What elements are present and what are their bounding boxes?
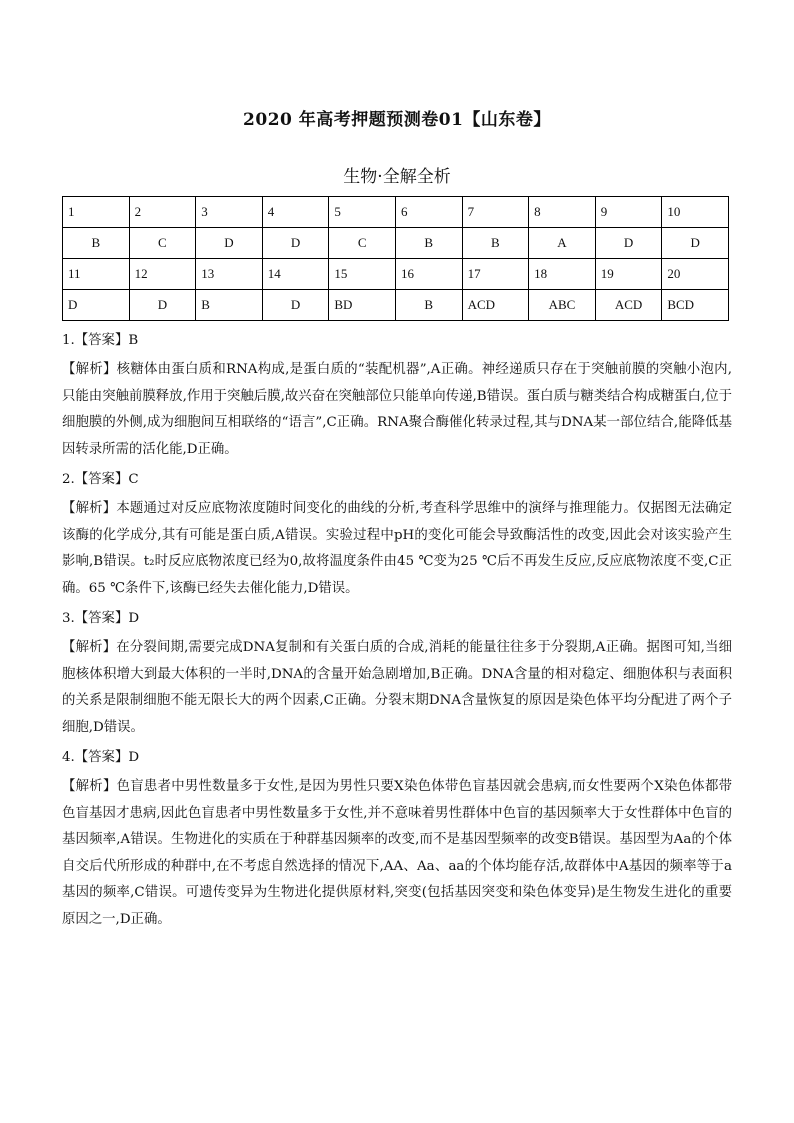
table-cell: 5 [329,197,396,228]
analysis-paragraph: 【解析】核糖体由蛋白质和RNA构成,是蛋白质的“装配机器”,A正确。神经递质只存在于突触前膜的突触小泡内,只能由突触前膜释放,作用于突触后膜,故兴奋在突触部位只能单向传递,B错误。蛋白质与糖类结合构成糖蛋白,位于细胞膜的外侧,成为细胞间互相联络的“语言”,C正确。RNA聚合酶催化转录过程,其与DNA某一部位结合,能降低基因转录所需的活化能,D正确。 [62,362,732,457]
table-cell: B [63,228,130,259]
table-cell: B [196,290,263,321]
table-cell: D [196,228,263,259]
answer-line: 1.【答案】B [62,333,139,348]
answer-table-row [63,197,729,228]
answer-table-row [63,259,729,290]
table-cell: 18 [529,259,596,290]
table-cell: C [329,228,396,259]
table-cell: B [395,228,462,259]
answer-table [62,196,729,321]
table-cell: 17 [462,259,529,290]
table-cell: 10 [662,197,729,228]
table-cell: ACD [462,290,529,321]
table-cell: 3 [196,197,263,228]
table-cell: B [462,228,529,259]
table-cell: 8 [529,197,596,228]
table-cell: 1 [63,197,130,228]
document-subtitle: 生物·全解全析 [343,167,451,187]
answer-line: 3.【答案】D [62,611,140,626]
table-cell: 13 [196,259,263,290]
table-cell: 20 [662,259,729,290]
table-cell: D [262,290,329,321]
table-cell: B [395,290,462,321]
table-cell: 11 [63,259,130,290]
question-block [62,745,732,933]
document-title: 2020 年高考押题预测卷01【山东卷】 [243,110,551,130]
table-cell: 16 [395,259,462,290]
question-block [62,328,732,463]
answer-table-row [63,228,729,259]
table-cell: 2 [129,197,196,228]
analysis-paragraph: 【解析】色盲患者中男性数量多于女性,是因为男性只要X染色体带色盲基因就会患病,而女性要两个X染色体都带色盲基因才患病,因此色盲患者中男性数量多于女性,并不意味着男性群体中色盲的基因频率大于女性群体中色盲的基因频率,A错误。生物进化的实质在于种群基因频率的改变,而不是基因型频率的改变B错误。基因型为Aa的个体自交后代所形成的种群中,在不考虑自然选择的情况下,AA、Aa、aa的个体均能存活,故群体中A基因的频率等于a基因的频率,C错误。可遗传变异为生物进化提供原材料,突变(包括基因突变和染色体变异)是生物发生进化的重要原因之一,D正确。 [62,779,732,927]
answer-table-row [63,290,729,321]
table-cell: 6 [395,197,462,228]
table-cell: D [262,228,329,259]
table-cell: ABC [529,290,596,321]
table-cell: C [129,228,196,259]
question-block [62,467,732,602]
table-cell: D [129,290,196,321]
table-cell: BD [329,290,396,321]
answer-explanations [62,328,732,937]
question-block [62,606,732,741]
table-cell: 4 [262,197,329,228]
analysis-paragraph: 【解析】在分裂间期,需要完成DNA复制和有关蛋白质的合成,消耗的能量往往多于分裂期,A正确。据图可知,当细胞核体积增大到最大体积的一半时,DNA的含量开始急剧增加,B正确。DNA含量的相对稳定、细胞体积与表面积的关系是限制细胞不能无限长大的两个因素,C正确。分裂末期DNA含量恢复的原因是染色体平均分配进了两个子细胞,D错误。 [62,640,732,735]
table-cell: 7 [462,197,529,228]
table-cell: D [63,290,130,321]
table-cell: A [529,228,596,259]
answer-line: 2.【答案】C [62,472,139,487]
table-cell: 12 [129,259,196,290]
table-cell: 19 [595,259,662,290]
table-cell: 15 [329,259,396,290]
table-cell: D [595,228,662,259]
table-cell: 14 [262,259,329,290]
table-cell: ACD [595,290,662,321]
table-cell: 9 [595,197,662,228]
analysis-paragraph: 【解析】本题通过对反应底物浓度随时间变化的曲线的分析,考查科学思维中的演绎与推理能力。仅据图无法确定该酶的化学成分,其有可能是蛋白质,A错误。实验过程中pH的变化可能会导致酶活性的改变,因此会对该实验产生影响,B错误。t₂时反应底物浓度已经为0,故将温度条件由45 ℃变为25 ℃后不再发生反应,反应底物浓度不变,C正确。65 ℃条件下,该酶已经失去催化能力,D错误。 [62,501,732,596]
table-cell: BCD [662,290,729,321]
answer-line: 4.【答案】D [62,750,140,765]
table-cell: D [662,228,729,259]
